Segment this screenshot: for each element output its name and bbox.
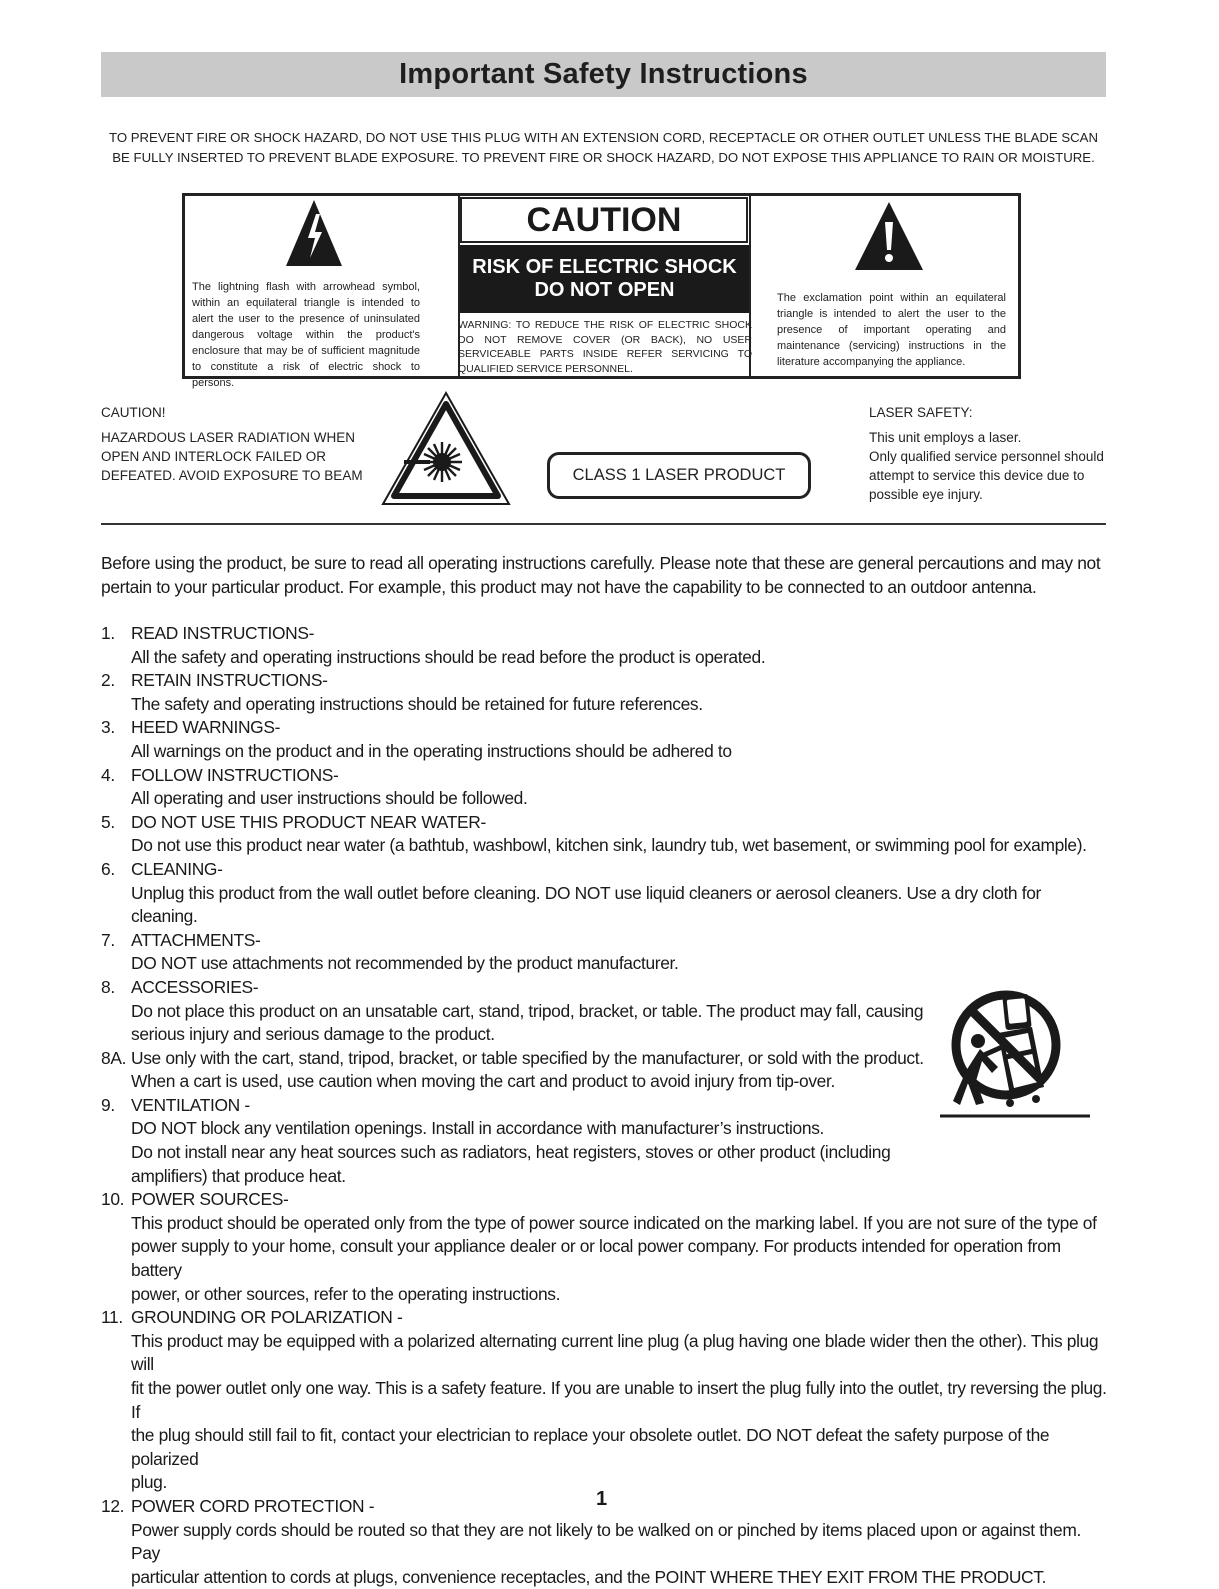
item-number: 11. <box>101 1307 123 1328</box>
item-text: Unplug this product from the wall outlet before cleaning. DO NOT use liquid cleaners or aerosol cleaners. Use a dry cloth for cleaning. <box>131 882 1041 927</box>
section-divider <box>101 523 1106 525</box>
laser-caution-title: CAUTION! <box>101 405 166 420</box>
item-heading: Use only with the cart, stand, tripod, bracket, or table specified by the manufacturer, or sold with the product. <box>131 1047 924 1068</box>
exclamation-symbol-description: The exclamation point within an equilateral triangle is intended to alert the user to the presence of important operating and maintenance (servicing) instructions in the literature accompanying the appliance. <box>777 292 1006 368</box>
plug-warning-line-2: BE FULLY INSERTED TO PREVENT BLADE EXPOSURE. TO PREVENT FIRE OR SHOCK HAZARD, DO NOT EXPOSE THIS APPLIANCE TO RAIN OR MOISTURE. <box>112 150 1095 165</box>
item-number: 6. <box>101 858 115 879</box>
item-number: 7. <box>101 929 115 950</box>
item-heading: HEED WARNINGS- <box>131 717 281 738</box>
item-number: 4. <box>101 764 115 785</box>
cart-tip-over-warning-icon <box>940 985 1092 1124</box>
item-text: amplifiers) that produce heat. <box>131 1165 346 1186</box>
risk-line-2: DO NOT OPEN <box>534 279 675 301</box>
item-text: fit the power outlet only one way. This is a safety feature. If you are unable to insert the plug fully into the outlet, try reversing the plug. If <box>131 1378 1107 1422</box>
risk-line-1: RISK OF ELECTRIC SHOCK <box>472 256 737 278</box>
item-text: plug. <box>131 1472 167 1493</box>
item-number: 3. <box>101 717 115 738</box>
lightning-triangle-icon <box>286 200 342 271</box>
item-text: All the safety and operating instructions should be read before the product is operated. <box>131 646 766 667</box>
laser-safety-line: Only qualified service personnel should <box>869 449 1104 464</box>
laser-safety-line: This unit employs a laser. <box>869 430 1022 445</box>
item-heading: ATTACHMENTS- <box>131 929 261 950</box>
page-title: Important Safety Instructions <box>399 58 808 90</box>
item-number: 8A. <box>101 1047 127 1068</box>
plug-warning <box>101 128 1106 168</box>
item-number: 12. <box>101 1495 125 1516</box>
laser-safety-title: LASER SAFETY: <box>869 405 973 420</box>
lightning-symbol-description: The lightning flash with arrowhead symbol, within an equilateral triangle is intended to alert the user to the presence of uninsulated dangerous voltage within the product's enclosure that may be of sufficient magnitude to constitute a risk of electric shock to persons. <box>192 281 420 389</box>
instruction-item-5 <box>101 811 1111 858</box>
instruction-item-4 <box>101 764 1111 811</box>
laser-caution <box>101 403 371 485</box>
intro-paragraph <box>101 551 1106 599</box>
laser-caution-line: HAZARDOUS LASER RADIATION WHEN <box>101 430 356 445</box>
item-text: Do not use this product near water (a bathtub, washbowl, kitchen sink, laundry tub, wet basement, or swimming pool for example). <box>131 835 1087 856</box>
instruction-item-7 <box>101 929 1111 976</box>
item-number: 10. <box>101 1189 125 1210</box>
instruction-item-3 <box>101 716 1111 763</box>
intro-line-1: Before using the product, be sure to read all operating instructions carefully. Please note that these are general percautions and may not <box>101 553 1101 573</box>
item-text: All warnings on the product and in the operating instructions should be adhered to <box>131 740 732 761</box>
page-title-bar <box>101 52 1106 97</box>
item-heading: READ INSTRUCTIONS- <box>131 623 315 643</box>
item-text: serious injury and serious damage to the product. <box>131 1024 495 1045</box>
instruction-item-6 <box>101 858 1111 929</box>
item-heading: FOLLOW INSTRUCTIONS- <box>131 764 339 785</box>
item-text: power supply to your home, consult your appliance dealer or or local power company. For products intended for operation from battery <box>131 1236 1061 1281</box>
item-number: 1. <box>101 623 115 643</box>
item-text: All operating and user instructions should be followed. <box>131 788 528 809</box>
instruction-item-2 <box>101 669 1111 716</box>
plug-warning-line-1: TO PREVENT FIRE OR SHOCK HAZARD, DO NOT USE THIS PLUG WITH AN EXTENSION CORD, RECEPTACLE OR OTHER OUTLET UNLESS THE BLADE SCAN <box>109 130 1098 145</box>
service-warning: WARNING: TO REDUCE THE RISK OF ELECTRIC SHOCK DO NOT REMOVE COVER (OR BACK), NO USER SERVICEABLE PARTS INSIDE REFER SERVICING TO QUALIFIED SERVICE PERSONNEL. <box>458 319 752 375</box>
item-text: This product may be equipped with a polarized alternating current line plug (a plug having one blade wider then the other). This plug will <box>131 1330 1099 1375</box>
item-text: DO NOT use attachments not recommended by the product manufacturer. <box>131 953 679 974</box>
instruction-item-10 <box>101 1188 1111 1306</box>
item-heading: CLEANING- <box>131 858 223 879</box>
item-text: When a cart is used, use caution when moving the cart and product to avoid injury from tip-over. <box>131 1071 835 1092</box>
item-text: This product should be operated only from the type of power source indicated on the marking label. If you are not sure of the type of <box>131 1212 1097 1233</box>
item-text: the plug should still fail to fit, contact your electrician to replace your obsolete outlet. DO NOT defeat the safety purpose of the polarized <box>131 1425 1050 1469</box>
item-text: Do not install near any heat sources such as radiators, heat registers, stoves or other product (including <box>131 1142 891 1163</box>
item-text: Power supply cords should be routed so that they are not likely to be walked on or pinched by items placed upon or against them. Pay <box>131 1519 1081 1564</box>
class-1-laser-label: CLASS 1 LASER PRODUCT <box>547 452 811 499</box>
item-text: Do not place this product on an unsatable cart, stand, tripod, bracket, or table. The product may fall, causing <box>131 1000 924 1021</box>
item-number: 5. <box>101 811 115 832</box>
item-heading: DO NOT USE THIS PRODUCT NEAR WATER- <box>131 811 486 832</box>
item-heading: POWER CORD PROTECTION - <box>131 1495 375 1516</box>
page-number: 1 <box>595 1488 608 1510</box>
exclamation-triangle-icon <box>855 202 923 275</box>
laser-caution-line: OPEN AND INTERLOCK FAILED OR <box>101 449 327 464</box>
intro-line-2: pertain to your particular product. For example, this product may not have the capability to be connected to an outdoor antenna. <box>101 577 1037 597</box>
item-number: 2. <box>101 670 115 691</box>
item-text: power, or other sources, refer to the operating instructions. <box>131 1283 561 1304</box>
item-heading: ACCESSORIES- <box>131 976 259 997</box>
caution-heading: CAUTION <box>460 197 748 243</box>
item-heading: GROUNDING OR POLARIZATION - <box>131 1307 403 1328</box>
risk-of-shock-banner <box>460 245 749 313</box>
laser-caution-line: DEFEATED. AVOID EXPOSURE TO BEAM <box>101 468 363 483</box>
item-heading: POWER SOURCES- <box>131 1189 289 1210</box>
item-text: The safety and operating instructions should be retained for future references. <box>131 693 703 714</box>
instruction-item-11 <box>101 1306 1111 1495</box>
item-number: 9. <box>101 1094 115 1115</box>
instruction-item-1 <box>101 622 1111 669</box>
item-number: 8. <box>101 976 115 997</box>
laser-safety-line: possible eye injury. <box>869 487 983 502</box>
laser-safety <box>869 403 1109 504</box>
laser-safety-line: attempt to service this device due to <box>869 468 1085 483</box>
item-heading: RETAIN INSTRUCTIONS- <box>131 670 328 691</box>
item-heading: VENTILATION - <box>131 1094 250 1115</box>
laser-hazard-icon <box>380 390 512 513</box>
item-text: DO NOT block any ventilation openings. Install in accordance with manufacturer’s instructions. <box>131 1118 825 1139</box>
item-text: particular attention to cords at plugs, convenience receptacles, and the POINT WHERE THEY EXIT FROM THE PRODUCT. <box>131 1566 1047 1587</box>
